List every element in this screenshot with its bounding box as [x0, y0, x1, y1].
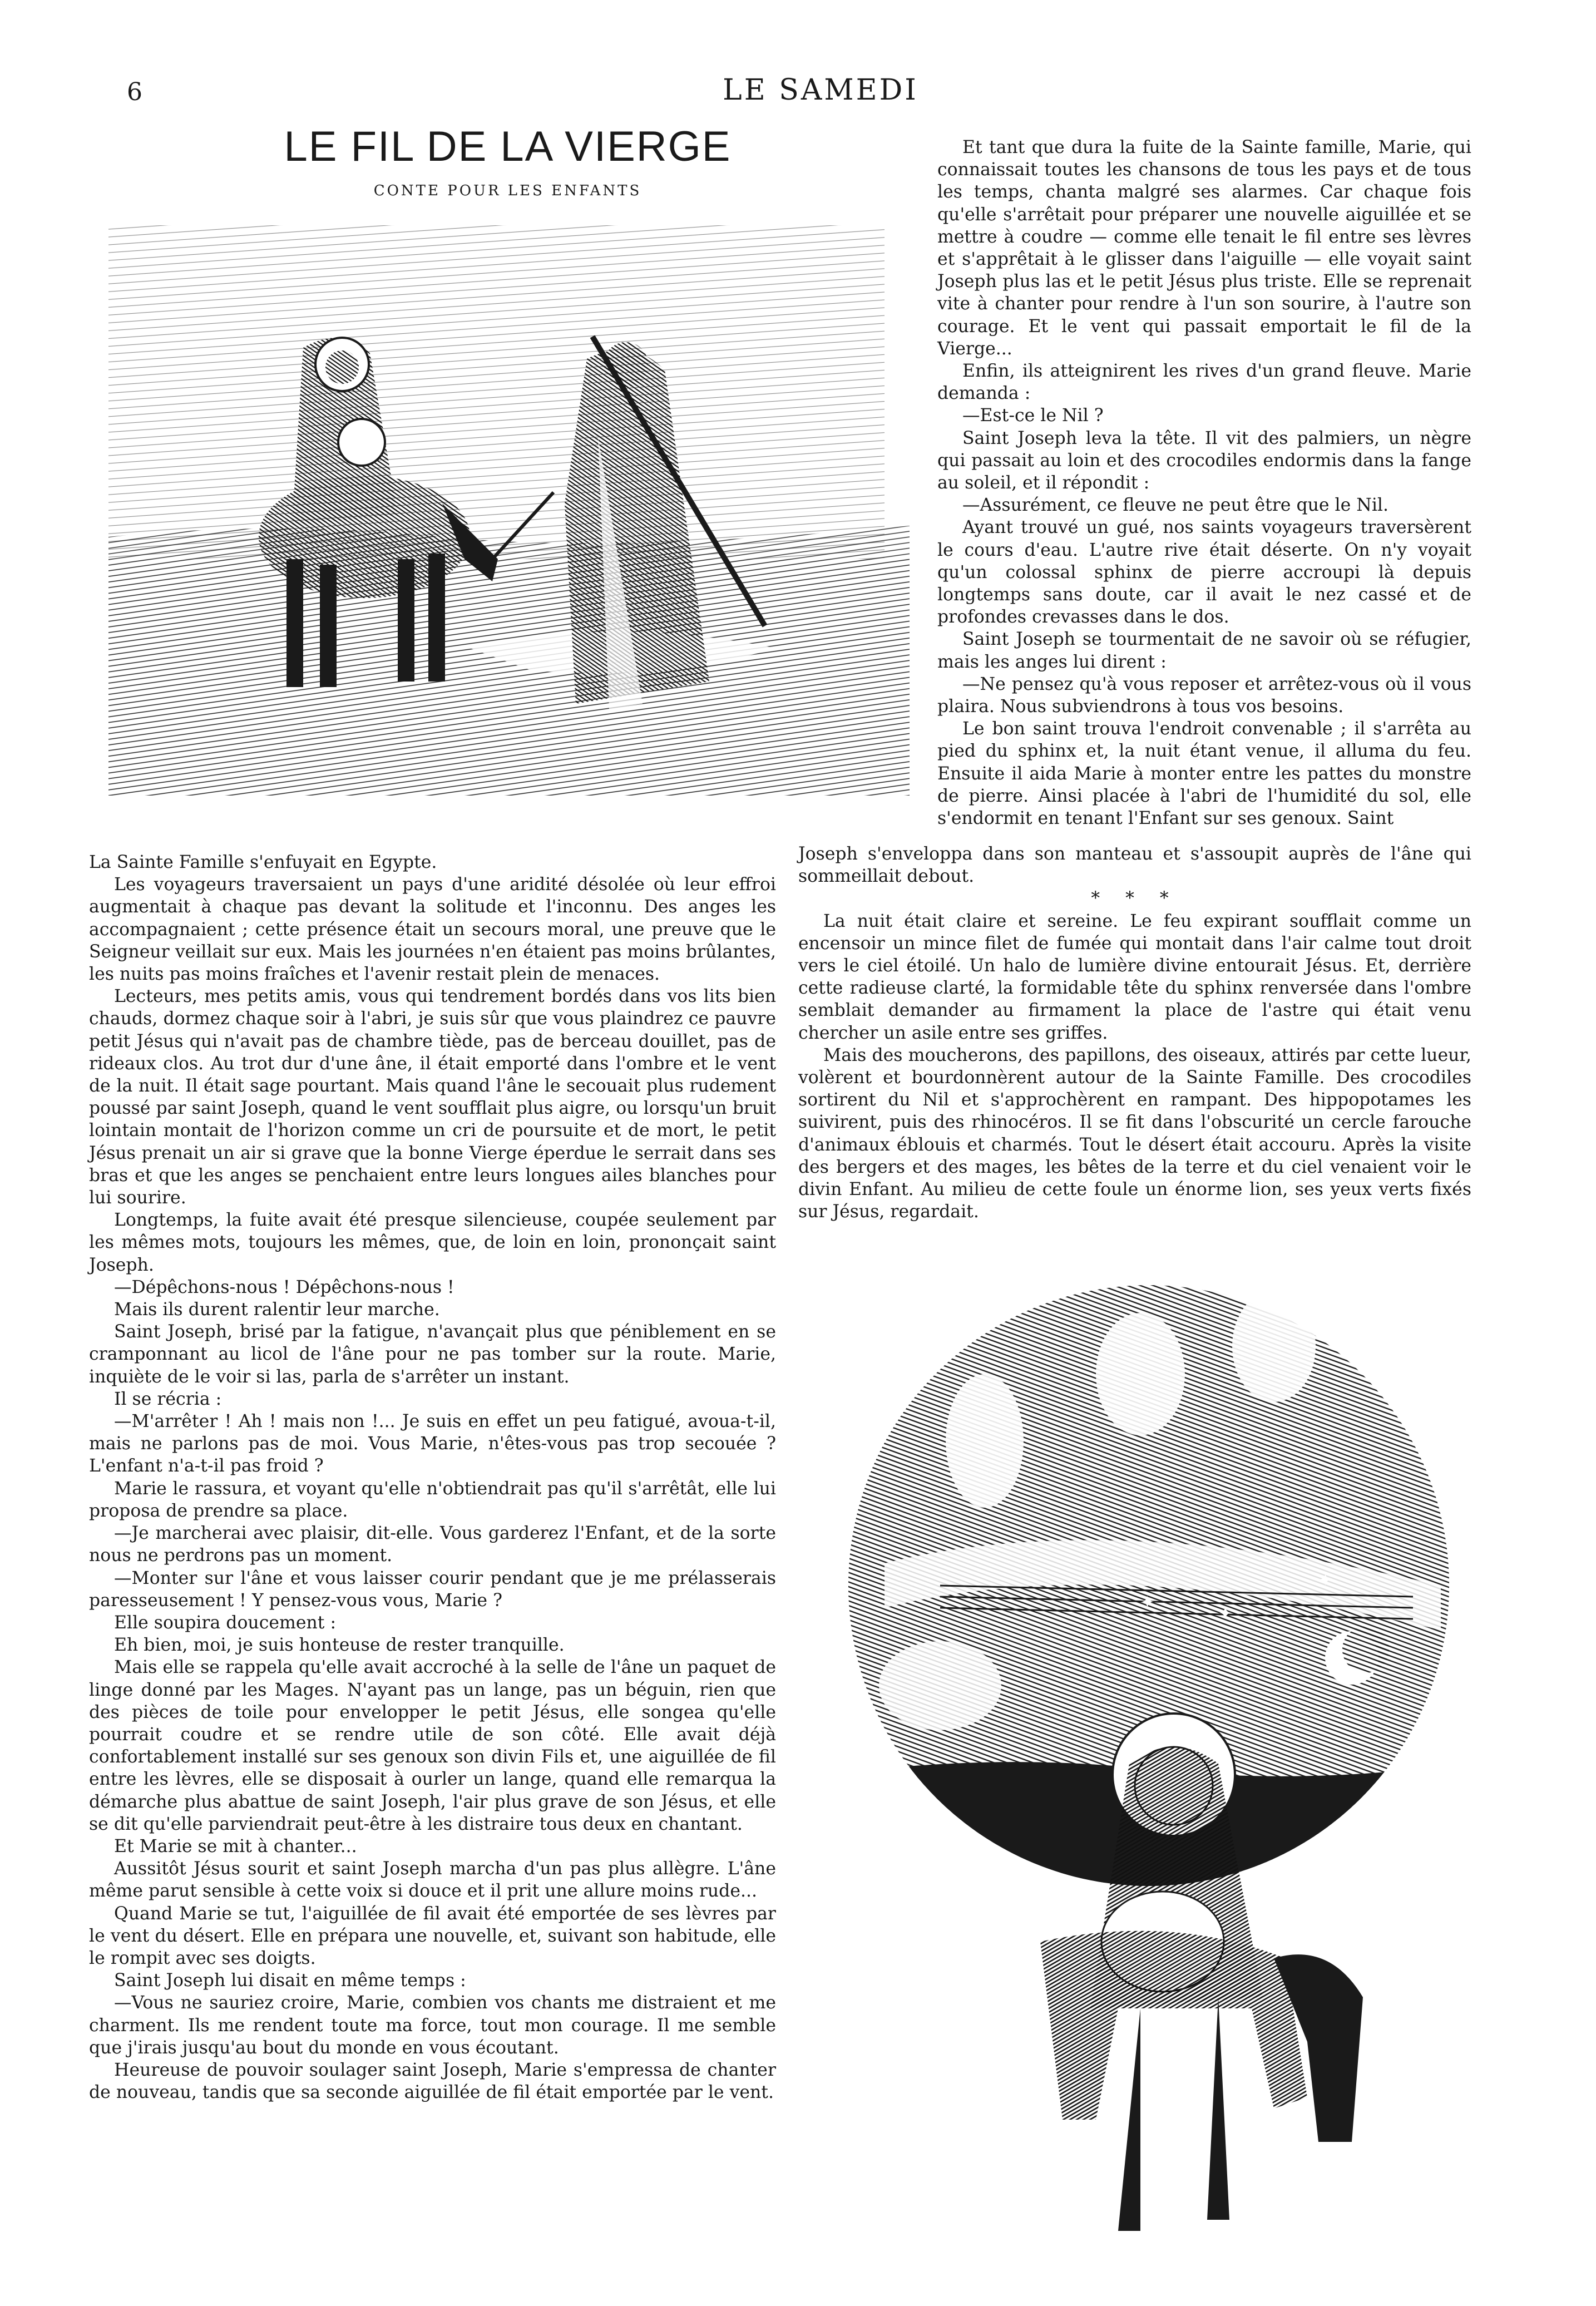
article-subtitle: CONTE POUR LES ENFANTS	[373, 182, 642, 199]
paragraph: Elle soupira doucement :	[114, 1612, 337, 1633]
paragraph: Saint Joseph, brisé par la fatigue, n'avançait plus que péniblement en se cramponnant au licol de l'âne pour ne pas tomber sur la route. Marie, inquiète de le voir si las, parla de s'arrêter un instant.	[89, 1322, 776, 1387]
paragraph: Lecteurs, mes petits amis, vous qui tendrement bordés dans vos lits bien chauds, dormez chaque soir à l'abri, je suis sûr que vous plaindrez ce pauvre petit Jésus qui n'avait pas de chambre tiède, pas de berceau douillet, pas de rideaux clos. Au trot dur d'une âne, il était emporté dans l'ombre et le vent de la nuit. Il était sage pourtant. Mais quand l'âne le secouait plus rudement poussé par saint Joseph, quand le vent soufflait plus aigre, ou lorsqu'un bruit lointain montait de l'horizon comme un cri de poursuite et de mort, le petit Jésus prenait un air si grave que la bonne Vierge éperdue le serrait dans ses bras et que les anges se penchaient entre leurs longues ailes blanches pour lui sourire.	[89, 986, 776, 1208]
right-column-top	[937, 136, 1471, 829]
illustration-virgin-on-donkey-under-night-sky	[829, 1274, 1463, 2253]
section-separator: * * *	[1091, 888, 1179, 909]
left-column	[89, 851, 776, 2103]
dialogue-line: —Assurément, ce fleuve ne peut être que le Nil.	[962, 495, 1389, 516]
paragraph: Ayant trouvé un gué, nos saints voyageurs traversèrent le cours d'eau. L'autre rive était déserte. On n'y voyait qu'un colossal sphinx de pierre accroupi là depuis longtemps sans doute, car il avait le nez cassé et de profondes crevasses dans le dos.	[937, 517, 1471, 628]
dialogue-line: —Ne pensez qu'à vous reposer et arrêtez-vous où il vous plaira. Nous subviendrons à tous vos besoins.	[937, 674, 1471, 717]
dialogue-line: —Est-ce le Nil ?	[962, 406, 1104, 426]
paragraph: La Sainte Famille s'enfuyait en Egypte.	[89, 852, 437, 872]
paragraph: Mais elle se rappela qu'elle avait accroché à la selle de l'âne un paquet de linge donné par les Mages. N'ayant pas un lange, pas un béguin, rien que des pièces de toile pour envelopper le petit Jésus, elle songea qu'elle pourrait coudre et se rendre utile de son côté. Elle avait déjà confortablement installé sur ses genoux son divin Fils et, une aiguillée de fil entre les lèvres, elle se disposait à ourler un lange, quand elle remarqua la démarche plus abattue de saint Joseph, l'air plus grave de son Jésus, et elle se dit qu'elle parviendrait peut-être à les distraire tous deux en chantant.	[89, 1657, 776, 1834]
paragraph: Joseph s'enveloppa dans son manteau et s'assoupit auprès de l'âne qui sommeillait debout.	[798, 844, 1471, 887]
paragraph: Longtemps, la fuite avait été presque silencieuse, coupée seulement par les mêmes mots, toujours les mêmes, que, de loin en loin, prononçait saint Joseph.	[89, 1210, 776, 1275]
paragraph: Enfin, ils atteignirent les rives d'un grand fleuve. Marie demanda :	[937, 361, 1471, 404]
article-title: LE FIL DE LA VIERGE	[284, 123, 732, 170]
paragraph: Le bon saint trouva l'endroit convenable ; il s'arrêta au pied du sphinx et, la nuit étant venue, il alluma du feu. Ensuite il aida Marie à monter entre les pattes du monstre de pierre. Ainsi placée à l'abri de l'humidité du sol, elle s'endormit en tenant l'Enfant sur ses genoux. Saint	[937, 719, 1471, 829]
svg-text:✦: ✦	[1318, 1571, 1333, 1590]
dialogue-line: —Vous ne sauriez croire, Marie, combien vos chants me distraient et me charment. Ils me rendent toute ma force, tout mon courage. Il me semble que j'irais jusqu'au bout du monde en vous écoutant.	[89, 1993, 776, 2058]
paragraph: Heureuse de pouvoir soulager saint Joseph, Marie s'empressa de chanter de nouveau, tandis que sa seconde aiguillée de fil était emportée par le vent.	[89, 2060, 776, 2103]
svg-text:✦: ✦	[1218, 1604, 1233, 1623]
paragraph: Aussitôt Jésus sourit et saint Joseph marcha d'un pas plus allègre. L'âne même parut sensible à cette voix si douce et il prit une allure moins rude...	[89, 1859, 776, 1902]
paragraph: Les voyageurs traversaient un pays d'une aridité désolée où leur effroi augmentait à chaque pas devant la solitude et l'inconnu. Des anges les accompagnaient ; cette présence était un secours moral, une preuve que le Seigneur veillait sur eux. Mais les journées n'en étaient pas moins brûlantes, les nuits pas moins fraîches et l'avenir restait plein de menaces.	[89, 875, 776, 985]
paragraph: Mais des moucherons, des papillons, des oiseaux, attirés par cette lueur, volèrent et bourdonnèrent autour de la Sainte Famille. Des crocodiles sortirent du Nil et s'approchèrent en rampant. Des hippopotames les suivirent, puis des rhinocéros. Il se fit dans l'obscurité un cercle farouche d'animaux éblouis et charmés. Tout le désert était accouru. Après la visite des bergers et des mages, les bêtes de la terre et du ciel venaient voir le divin Enfant. Au milieu de cette foule un énorme lion, ses yeux verts fixés sur Jésus, regardait.	[798, 1045, 1471, 1222]
bridge-text	[798, 843, 1471, 1223]
dialogue-line: Eh bien, moi, je suis honteuse de rester tranquille.	[114, 1635, 565, 1656]
paragraph: Saint Joseph se tourmentait de ne savoir où se réfugier, mais les anges lui dirent :	[937, 629, 1471, 672]
dialogue-line: —Monter sur l'âne et vous laisser courir pendant que je me prélasserais paresseusement ! Y pensez-vous vous, Marie ?	[89, 1568, 776, 1611]
paragraph: Il se récria :	[114, 1389, 222, 1409]
paragraph: Saint Joseph leva la tête. Il vit des palmiers, un nègre qui passait au loin et des crocodiles endormis dans la fange au soleil, et il répondit :	[937, 428, 1471, 493]
masthead: LE SAMEDI	[723, 73, 918, 107]
paragraph: Mais ils durent ralentir leur marche.	[114, 1300, 440, 1320]
paragraph: Quand Marie se tut, l'aiguillée de fil avait été emportée de ses lèvres par le vent du désert. Elle en prépara une nouvelle, et, suivant son habitude, elle le rompit avec ses doigts.	[89, 1903, 776, 1968]
page-number: 6	[127, 78, 142, 106]
dialogue-line: —Dépêchons-nous ! Dépêchons-nous !	[114, 1277, 454, 1297]
paragraph: Saint Joseph lui disait en même temps :	[114, 1971, 466, 1991]
illustration-flight-into-egypt	[108, 225, 910, 796]
paragraph: Et Marie se mit à chanter...	[114, 1836, 357, 1856]
svg-text:✦: ✦	[1140, 1593, 1155, 1612]
dialogue-line: —Je marcherai avec plaisir, dit-elle. Vous garderez l'Enfant, et de la sorte nous ne perdrons pas un moment.	[89, 1523, 776, 1566]
paragraph: Et tant que dura la fuite de la Sainte famille, Marie, qui connaissait toutes les chansons de tous les pays et de tous les temps, chanta malgré ses alarmes. Car chaque fois qu'elle s'arrêtait pour préparer une nouvelle aiguillée et se mettre à coudre — comme elle tenait le fil entre ses lèvres et s'apprêtait à le glisser dans l'aiguille — elle voyait saint Joseph plus las et le petit Jésus plus triste. Elle se reprenait vite à chanter pour rendre à l'un son sourire, à l'autre son courage. Et le vent qui passait emportait le fil de la Vierge...	[937, 137, 1471, 359]
paragraph: La nuit était claire et sereine. Le feu expirant soufflait comme un encensoir un mince filet de fumée qui montait dans l'air calme tout droit vers le ciel étoilé. Un halo de lumière divine entourait Jésus. Et, derrière cette radieuse clarté, la formidable tête du sphinx renversée dans l'ombre semblait demander au firmament la place de l'astre qui était venu chercher un asile entre ses griffes.	[798, 911, 1471, 1043]
paragraph: Marie le rassura, et voyant qu'elle n'obtiendrait pas qu'il s'arrêtât, elle lui proposa de prendre sa place.	[89, 1478, 776, 1521]
dialogue-line: —M'arrêter ! Ah ! mais non !... Je suis en effet un peu fatigué, avoua-t-il, mais ne parlons pas de moi. Vous Marie, n'êtes-vous pas trop secouée ? L'enfant n'a-t-il pas froid ?	[89, 1411, 776, 1477]
